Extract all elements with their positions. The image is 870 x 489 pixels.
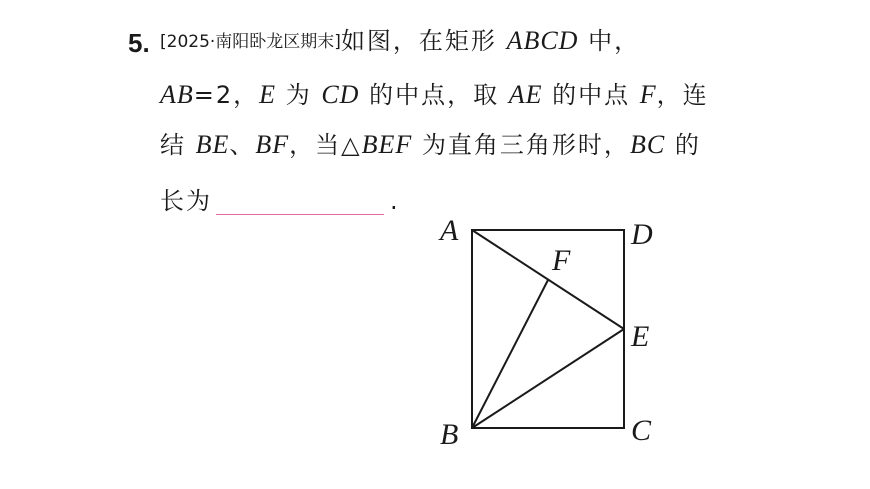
math-ab: AB bbox=[160, 80, 194, 109]
period: . bbox=[390, 187, 400, 215]
text: =2， bbox=[193, 81, 260, 109]
text: 的中点 bbox=[552, 81, 631, 109]
math-f: F bbox=[639, 80, 657, 109]
text: 中， bbox=[588, 27, 641, 55]
rectangle-abcd bbox=[472, 230, 624, 428]
text: 结 bbox=[160, 131, 186, 159]
math-bc: BC bbox=[629, 130, 666, 159]
label-b: B bbox=[440, 418, 459, 451]
text: ，连 bbox=[656, 81, 709, 109]
problem-source: [2025·南阳卧龙区期末] bbox=[160, 32, 341, 52]
text: 为 bbox=[285, 81, 312, 109]
math-e: E bbox=[259, 80, 277, 109]
label-c: C bbox=[631, 414, 652, 447]
text: ，当△ bbox=[289, 131, 362, 159]
text: 为直角三角形时， bbox=[421, 131, 630, 159]
text: 的 bbox=[674, 131, 701, 159]
math-bf: BF bbox=[255, 130, 290, 159]
math-cd: CD bbox=[321, 80, 360, 109]
label-f: F bbox=[552, 244, 571, 277]
label-a: A bbox=[440, 214, 459, 247]
math-abcd: ABCD bbox=[506, 26, 579, 55]
segment-ae bbox=[472, 230, 624, 329]
text: 、 bbox=[229, 131, 256, 159]
segment-bf bbox=[472, 280, 548, 428]
text: 长为 bbox=[160, 187, 212, 215]
label-d: D bbox=[631, 218, 653, 251]
segment-be bbox=[472, 329, 624, 428]
label-e: E bbox=[631, 320, 650, 353]
text: 的中点，取 bbox=[369, 81, 500, 109]
problem-number: 5. bbox=[128, 28, 150, 58]
math-ae: AE bbox=[508, 80, 543, 109]
math-be: BE bbox=[195, 130, 230, 159]
math-bef: BEF bbox=[361, 130, 413, 159]
text: 如图，在矩形 bbox=[340, 27, 497, 55]
